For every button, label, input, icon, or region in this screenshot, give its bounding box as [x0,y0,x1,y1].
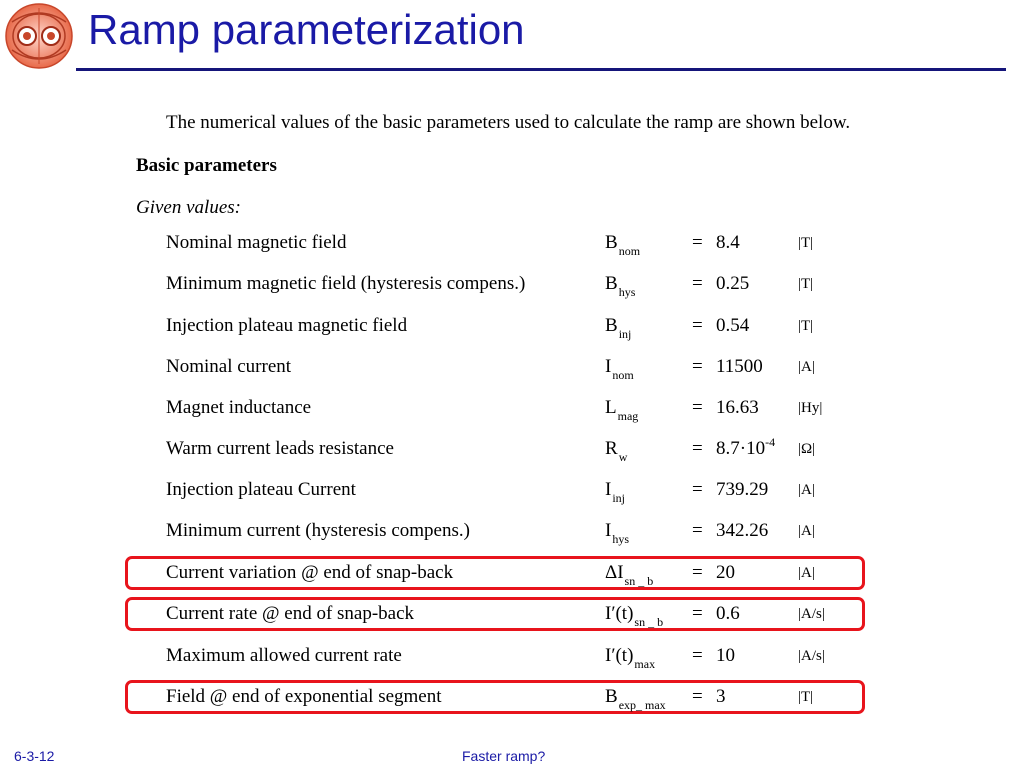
value-number: 8.4 [716,232,740,253]
symbol-base: ΔI [605,562,624,583]
parameter-row [0,232,1024,264]
value-number: 739.29 [716,479,769,500]
value-number: 0.6 [716,603,740,624]
parameter-row [0,479,1024,511]
parameter-description: Warm current leads resistance [166,438,394,459]
equals-sign: = [692,603,703,624]
parameter-unit: |Ω| [798,441,816,457]
parameter-symbol [605,562,654,588]
parameter-row [0,645,1024,677]
parameter-unit: |A| [798,523,815,539]
parameter-unit: |A| [798,359,815,375]
symbol-subscript: mag [617,409,639,423]
parameter-value [716,273,749,295]
parameter-description: Minimum current (hysteresis compens.) [166,520,470,541]
equals-sign: = [692,232,703,253]
parameter-value [716,232,740,254]
parameter-description: Magnet inductance [166,397,312,418]
symbol-base: B [605,232,618,253]
given-values-heading: Given values: [136,197,241,218]
value-number: 16.63 [716,397,759,418]
parameter-row [0,273,1024,305]
equals-sign: = [692,520,703,541]
parameter-description: Nominal magnetic field [166,232,347,253]
parameter-value [716,520,768,542]
parameter-value [716,397,759,419]
symbol-subscript: nom [612,368,634,382]
parameter-unit: |A/s| [798,606,825,622]
symbol-base: I [605,356,612,377]
parameter-row [0,686,1024,718]
parameter-value [716,356,763,378]
section-heading: Basic parameters [136,155,277,176]
parameter-row [0,397,1024,429]
value-number: 0.25 [716,273,750,294]
symbol-subscript: sn _ b [634,615,664,629]
parameter-symbol [605,315,632,341]
equals-sign: = [692,397,703,418]
parameter-symbol [605,645,656,671]
parameter-unit: |T| [798,276,814,292]
symbol-base: R [605,438,618,459]
parameter-row [0,356,1024,388]
parameter-unit: |A| [798,482,815,498]
parameter-unit: |T| [798,235,814,251]
value-number: 20 [716,562,735,583]
parameter-symbol [605,603,664,629]
parameter-unit: |Hy| [798,400,823,416]
symbol-base: B [605,686,618,707]
equals-sign: = [692,438,703,459]
parameter-row [0,520,1024,552]
parameter-description: Injection plateau Current [166,479,356,500]
parameter-description: Maximum allowed current rate [166,645,402,666]
equals-sign: = [692,686,703,707]
parameter-description: Current variation @ end of snap-back [166,562,454,583]
parameter-symbol [605,479,625,505]
value-number: 11500 [716,356,763,377]
parameter-symbol [605,273,636,299]
symbol-base: I′(t) [605,645,634,666]
footer-title: Faster ramp? [462,748,546,764]
symbol-subscript: nom [618,244,641,258]
footer-date: 6-3-12 [14,748,55,764]
parameter-description: Minimum magnetic field (hysteresis compens.) [166,273,526,294]
value-number: 0.54 [716,315,750,336]
parameter-value [716,603,740,625]
title-divider [76,68,1006,71]
parameter-row [0,315,1024,347]
symbol-base: I [605,479,612,500]
value-number: 342.26 [716,520,769,541]
parameter-value [716,479,768,501]
parameter-description: Field @ end of exponential segment [166,686,442,707]
parameter-row [0,603,1024,635]
parameter-symbol [605,356,634,382]
slide-title: Ramp parameterization [88,6,525,53]
parameter-unit: |T| [798,318,814,334]
symbol-base: I′(t) [605,603,634,624]
intro-text: The numerical values of the basic parameters used to calculate the ramp are shown below. [166,112,851,133]
parameter-value [716,562,735,584]
dipole-logo-icon [4,2,74,70]
symbol-subscript: max [634,657,656,671]
parameter-value [716,645,735,667]
parameter-symbol [605,232,641,258]
symbol-subscript: hys [618,285,636,299]
parameter-description: Current rate @ end of snap-back [166,603,415,624]
parameter-value [716,315,749,337]
symbol-base: I [605,520,612,541]
parameter-unit: |A/s| [798,648,825,664]
equals-sign: = [692,645,703,666]
symbol-base: L [605,397,617,418]
parameter-row [0,435,1024,470]
parameter-symbol [605,397,639,423]
parameter-row [0,562,1024,594]
symbol-base: B [605,273,618,294]
symbol-subscript: w [618,450,628,464]
symbol-subscript: inj [612,491,625,505]
parameter-symbol [605,686,666,712]
parameter-unit: |A| [798,565,815,581]
parameter-description: Injection plateau magnetic field [166,315,408,336]
value-number: 10 [716,645,735,666]
equals-sign: = [692,315,703,336]
equals-sign: = [692,562,703,583]
parameter-symbol [605,520,629,546]
value-number: 8.7·10 [716,438,766,459]
symbol-subscript: sn _ b [624,574,654,588]
parameter-description: Nominal current [166,356,292,377]
equals-sign: = [692,479,703,500]
symbol-subscript: exp_ max [618,698,666,712]
equals-sign: = [692,356,703,377]
equals-sign: = [692,273,703,294]
parameter-unit: |T| [798,689,814,705]
parameter-value [716,435,776,460]
value-number: 3 [716,686,726,707]
value-exponent: -4 [765,435,776,449]
parameter-value [716,686,726,708]
symbol-subscript: inj [618,327,632,341]
parameter-symbol [605,438,628,464]
symbol-subscript: hys [612,532,629,546]
symbol-base: B [605,315,618,336]
